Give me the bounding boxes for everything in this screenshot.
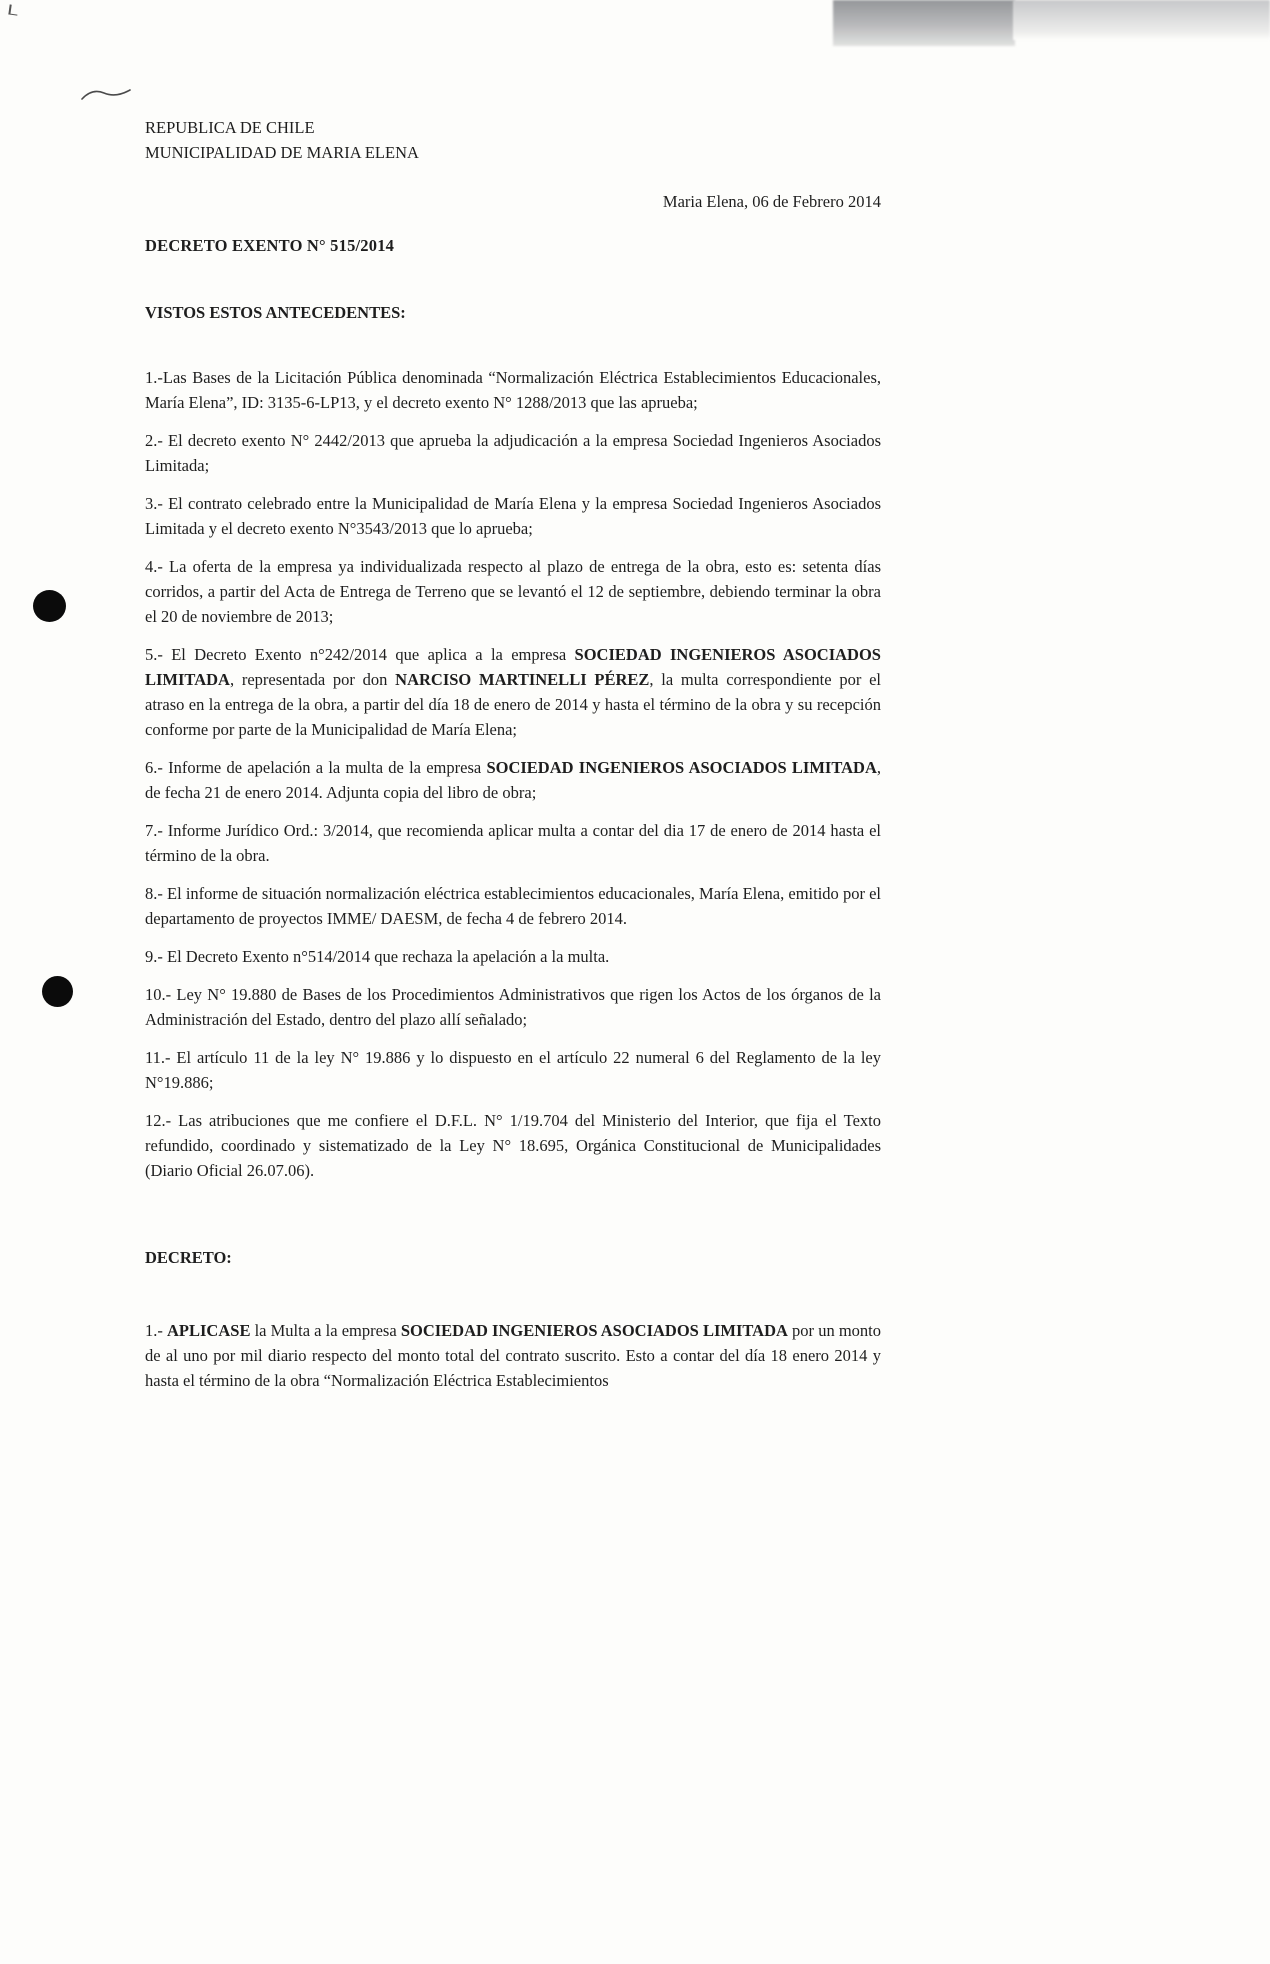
dateline: Maria Elena, 06 de Febrero 2014 (662, 192, 881, 211)
text-segment: 1.- (145, 1321, 168, 1340)
text-segment: 12.- Las atribuciones que me confiere el D.F.L. N° 1/19.704 del Ministerio del Interior, que fija el Texto refundido, coordinado y sistematizado de la Ley N° 18.695, Orgánica Constitucional de Municipalidades (Diario Oficial 26.07.06). (145, 1111, 881, 1180)
paragraph (145, 428, 881, 478)
text-segment: 2.- El decreto exento N° 2442/2013 que aprueba la adjudicación a la empresa Sociedad Ingenieros Asociados Limitada; (145, 431, 881, 475)
decree-title: DECRETO EXENTO N° 515/2014 (145, 236, 395, 255)
scan-smudge-artifact (833, 0, 1015, 46)
hole-punch-icon (42, 976, 73, 1007)
text-segment: 4.- La oferta de la empresa ya individualizada respecto al plazo de entrega de la obra, esto es: setenta días corridos, a partir del Acta de Entrega de Terreno que se levantó el 12 de septiembre, debiendo terminar la obra el 20 de noviembre de 2013; (145, 557, 881, 626)
text-segment: 3.- El contrato celebrado entre la Municipalidad de María Elena y la empresa Sociedad Ingenieros Asociados Limitada y el decreto exento N°3543/2013 que lo aprueba; (145, 494, 881, 538)
text-segment: SOCIEDAD INGENIEROS ASOCIADOS LIMITADA (145, 645, 881, 689)
paragraph (145, 982, 881, 1032)
pen-squiggle-mark (80, 84, 134, 106)
letterhead (145, 115, 881, 165)
text-segment: 10.- Ley N° 19.880 de Bases de los Procedimientos Administrativos que rigen los Actos de los órganos de la Administración del Estado, dentro del plazo allí señalado; (145, 985, 881, 1029)
text-segment: , de fecha 21 de enero 2014. Adjunta copia del libro de obra; (145, 758, 881, 802)
paragraph (145, 365, 881, 415)
paragraph (145, 881, 881, 931)
text-segment: NARCISO MARTINELLI PÉREZ (395, 670, 650, 689)
text-segment: 9.- El Decreto Exento n°514/2014 que rechaza la apelación a la multa. (145, 947, 610, 966)
decreto-list (145, 1318, 881, 1393)
ink-speck-mark (8, 4, 18, 15)
decreto-heading: DECRETO: (145, 1248, 232, 1267)
paragraph (145, 491, 881, 541)
paragraph (145, 1045, 881, 1095)
text-segment: APLICASE (167, 1321, 251, 1340)
paragraph (145, 944, 881, 969)
letterhead-municipality: MUNICIPALIDAD DE MARIA ELENA (145, 143, 419, 162)
text-segment: 6.- Informe de apelación a la multa de la empresa (145, 758, 487, 777)
text-segment: , la multa correspondiente por el atraso en la entrega de la obra, a partir del día 18 de enero de 2014 y hasta el término de la obra y su recepción conforme por parte de la Municipalidad de María Elena; (145, 670, 881, 739)
text-segment: 7.- Informe Jurídico Ord.: 3/2014, que recomienda aplicar multa a contar del dia 17 de enero de 2014 hasta el término de la obra. (145, 821, 881, 865)
letterhead-country: REPUBLICA DE CHILE (145, 118, 315, 137)
text-segment: por un monto de al uno por mil diario respecto del monto total del contrato suscrito. Esto a contar del día 18 enero 2014 y hasta el término de la obra “Normalización Eléctrica Establecimientos (145, 1321, 881, 1390)
text-segment: la Multa a la empresa (250, 1321, 401, 1340)
scan-smudge-artifact-light (1013, 0, 1270, 40)
vistos-heading: VISTOS ESTOS ANTECEDENTES: (145, 303, 406, 322)
paragraph (145, 642, 881, 742)
paragraph (145, 1108, 881, 1183)
paragraph (145, 755, 881, 805)
text-segment: 8.- El informe de situación normalización eléctrica establecimientos educacionales, María Elena, emitido por el departamento de proyectos IMME/ DAESM, de fecha 4 de febrero 2014. (145, 884, 881, 928)
paragraph (145, 818, 881, 868)
text-segment: SOCIEDAD INGENIEROS ASOCIADOS LIMITADA (400, 1321, 788, 1340)
hole-punch-icon (33, 590, 66, 622)
text-segment: , representada por don (229, 670, 396, 689)
document-body (145, 115, 881, 1406)
text-segment: 5.- El Decreto Exento n°242/2014 que aplica a la empresa (145, 645, 575, 664)
antecedentes-list (145, 365, 881, 1183)
paragraph (145, 1318, 881, 1393)
text-segment: SOCIEDAD INGENIEROS ASOCIADOS LIMITADA (486, 758, 877, 777)
text-segment: 11.- El artículo 11 de la ley N° 19.886 y lo dispuesto en el artículo 22 numeral 6 del Reglamento de la ley N°19.886; (145, 1048, 881, 1092)
text-segment: 1.-Las Bases de la Licitación Pública denominada “Normalización Eléctrica Establecimientos Educacionales, María Elena”, ID: 3135-6-LP13, y el decreto exento N° 1288/2013 que las aprueba; (145, 368, 881, 412)
paragraph (145, 554, 881, 629)
